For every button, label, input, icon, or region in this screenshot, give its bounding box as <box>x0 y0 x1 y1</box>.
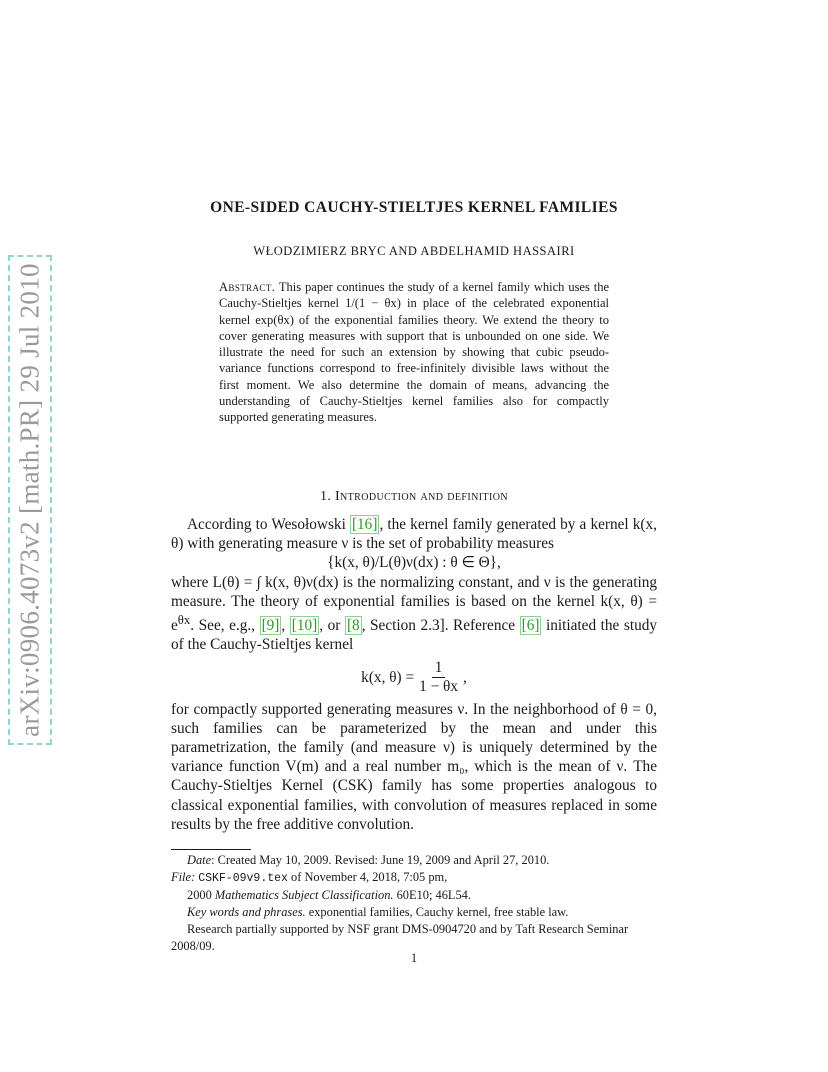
main-text <box>171 515 657 834</box>
footnote-keywords: Key words and phrases. exponential families, Cauchy kernel, free stable law. <box>187 905 569 919</box>
footnotes <box>171 852 657 955</box>
citation-link-10[interactable]: [10] <box>291 617 318 635</box>
paragraph-normalizing: where L(θ) = ∫ k(x, θ)ν(dx) is the normalizing constant, and ν is the generating measure. The theory of exponential families is based on the kernel k(x, $\theta) = e^{\theta x}$. See, e.g., [9] , [10] , or [8 , Section 2.3]. Reference [6] initiated the study of the Cauchy-Stieltjes kernel <box>171 573 658 654</box>
abstract-label: Abstract. <box>219 280 276 294</box>
page-number: 1 <box>410 951 418 965</box>
section-heading <box>0 489 828 505</box>
abstract <box>219 279 609 426</box>
footnote-file: File: CSKF-09v9.tex of November 4, 2018, 7:05 pm, <box>171 870 448 885</box>
paragraph-intro: According to Wesołowski [16] , the kernel family generated by a kernel k(x, θ) with generating measure ν is the set of probability measures <box>171 516 657 553</box>
footnote-date: Date: Created May 10, 2009. Revised: June 19, 2009 and April 27, 2010. <box>187 853 550 867</box>
footnote-msc: 2000 Mathematics Subject Classification. 60E10; 46L54. <box>187 888 471 902</box>
section-title: Introduction and definition <box>334 489 508 504</box>
paragraph-csk: for compactly supported generating measures ν. In the neighborhood of θ = 0, such families can be parameterized by the mean and under this parametrization, the family (and measure ν) is uniquely determined by the variance function V(m) and a real number m₀, which is the mean of ν. The Cauchy-Stieltjes Kernel (CSK) family has some properties analogous to classical exponential families, with convolution of measures replaced in some results by the free additive convolution. <box>171 700 657 833</box>
citation-link-6[interactable]: [6] <box>521 617 540 635</box>
equation-cauchy-kernel: k(x, θ) = $\frac{1}{1 - \theta x}$ , <box>361 659 467 696</box>
footnote-support: Research partially supported by NSF grant DMS-0904720 and by Taft Research Seminar 2008/09. <box>171 922 629 953</box>
equation-kernel-family: {k(x, θ)/L(θ)ν(dx) : θ ∈ Θ}, <box>327 554 501 572</box>
citation-link-8[interactable]: [8 <box>346 617 360 635</box>
paper-authors: WŁODZIMIERZ BRYC AND ABDELHAMID HASSAIRI <box>253 244 575 258</box>
paper-title: ONE-SIDED CAUCHY-STIELTJES KERNEL FAMILIES <box>210 199 618 216</box>
citation-link-16[interactable]: [16] <box>351 516 378 533</box>
abstract-text: This paper continues the study of a kernel family which uses the Cauchy-Stieltjes kernel 1/(1 − θx) in place of the celebrated exponential kernel exp(θx) of the exponential families theory. We extend the theory to cover generating measures with support that is unbounded on one side. We illustrate the need for such an extension by showing that cubic pseudo-variance functions correspond to free-infinitely divisible laws without the first moment. We also determine the domain of means, advancing the understanding of Cauchy-Stieltjes kernel families also for compactly supported generating measures. <box>219 280 609 425</box>
footnote-divider <box>171 849 251 850</box>
citation-link-9[interactable]: [9] <box>261 617 280 635</box>
arxiv-identifier: arXiv:0906.4073v2 [math.PR] 29 Jul 2010 <box>14 263 45 737</box>
section-number: 1. <box>320 489 332 504</box>
